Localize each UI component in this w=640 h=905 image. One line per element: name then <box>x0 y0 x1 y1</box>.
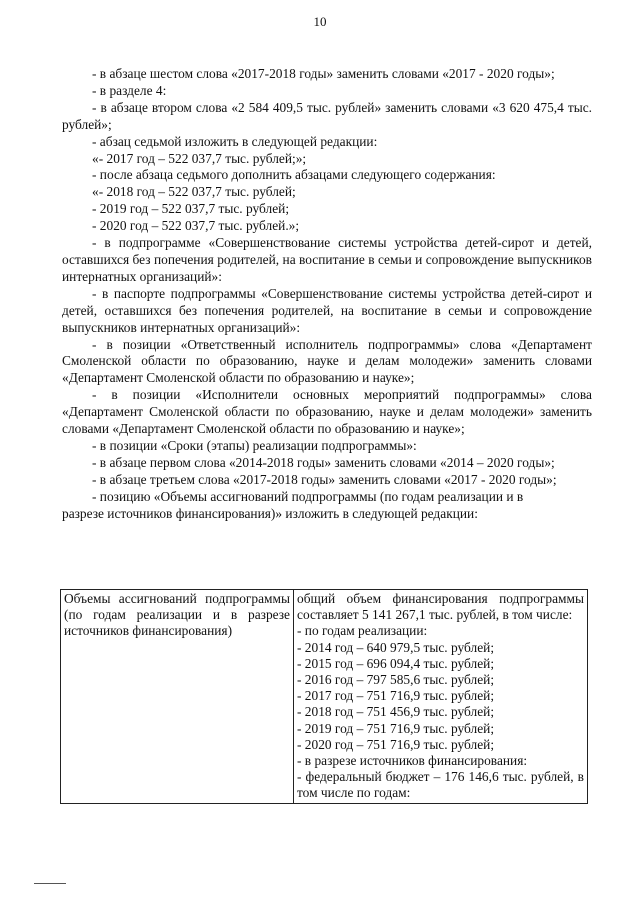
paragraph: - абзац седьмой изложить в следующей редакции: <box>92 133 378 149</box>
paragraph: - в позиции «Сроки (этапы) реализации подпрограммы»: <box>92 437 417 453</box>
paragraph: - 2019 год – 522 037,7 тыс. рублей; <box>92 201 290 217</box>
value-line: - 2017 год – 751 716,9 тыс. рублей; <box>297 688 495 704</box>
value-line: - 2018 год – 751 456,9 тыс. рублей; <box>297 704 495 720</box>
value-line: общий объем финансирования подпрограммы составляет 5 141 267,1 тыс. рублей, в том числе: <box>297 591 584 623</box>
paragraph: - в абзаце шестом слова «2017-2018 годы» заменить словами «2017 - 2020 годы»; <box>92 66 555 81</box>
financing-table <box>60 589 588 804</box>
value-line: - 2015 год – 696 094,4 тыс. рублей; <box>297 655 495 671</box>
table-row <box>61 590 588 804</box>
table-cell-value <box>294 590 588 804</box>
value-line: - 2014 год – 640 979,5 тыс. рублей; <box>297 639 495 655</box>
paragraph: «- 2018 год – 522 037,7 тыс. рублей; <box>92 184 296 200</box>
paragraph: - в абзаце первом слова «2014-2018 годы» заменить словами «2014 – 2020 годы»; <box>92 454 555 470</box>
value-line: - федеральный бюджет – 176 146,6 тыс. рублей, в том числе по годам: <box>297 769 584 801</box>
value-line: - в разрезе источников финансирования: <box>297 753 528 769</box>
value-line: - 2020 год – 751 716,9 тыс. рублей; <box>297 736 495 752</box>
paragraph: «- 2017 год – 522 037,7 тыс. рублей;»; <box>92 150 307 166</box>
paragraph: - в позиции «Исполнители основных мероприятий подпрограммы» слова «Департамент Смоленской области по образованию, науке и делам молодежи» заменить словами «Департамент Смоленской области по образованию и науке»; <box>62 387 592 437</box>
footer-rule <box>34 883 66 884</box>
paragraph: - в паспорте подпрограммы «Совершенствование системы устройства детей-сирот и детей, оставшихся без попечения родителей, на воспитание в семьи и сопровождение выпускников интернатных организаций»: <box>62 285 592 335</box>
value-line: - по годам реализации: <box>297 623 428 639</box>
value-line: - 2016 год – 797 585,6 тыс. рублей; <box>297 672 495 688</box>
page-number: 10 <box>313 14 327 29</box>
paragraph: - в позиции «Ответственный исполнитель подпрограммы» слова «Департамент Смоленской области по образованию, науке и делам молодежи» заменить словами «Департамент Смоленской области по образованию и науке»; <box>62 336 592 386</box>
paragraph: - в разделе 4: <box>92 82 167 98</box>
paragraph: - после абзаца седьмого дополнить абзацами следующего содержания: <box>92 167 496 183</box>
paragraph: - в абзаце третьем слова «2017-2018 годы» заменить словами «2017 - 2020 годы»; <box>92 471 557 487</box>
paragraph: - в подпрограмме «Совершенствование системы устройства детей-сирот и детей, оставшихся без попечения родителей, на воспитание в семьи и сопровождение выпускников интернатных организаций»: <box>62 235 592 284</box>
table-cell-label: Объемы ассигнований подпрограммы (по годам реализации и в разрезе источников финансирования) <box>61 590 294 804</box>
value-line: - 2019 год – 751 716,9 тыс. рублей; <box>297 720 495 736</box>
paragraph: - 2020 год – 522 037,7 тыс. рублей.»; <box>92 218 300 234</box>
document-body <box>62 66 592 522</box>
paragraph-last-line-2: разрезе источников финансирования)» изложить в следующей редакции: <box>62 505 478 521</box>
paragraph-last-line-1: - позицию «Объемы ассигнований подпрограммы (по годам реализации и в <box>92 488 524 504</box>
paragraph: - в абзаце втором слова «2 584 409,5 тыс. рублей» заменить словами «3 620 475,4 тыс. рублей»; <box>62 99 592 132</box>
